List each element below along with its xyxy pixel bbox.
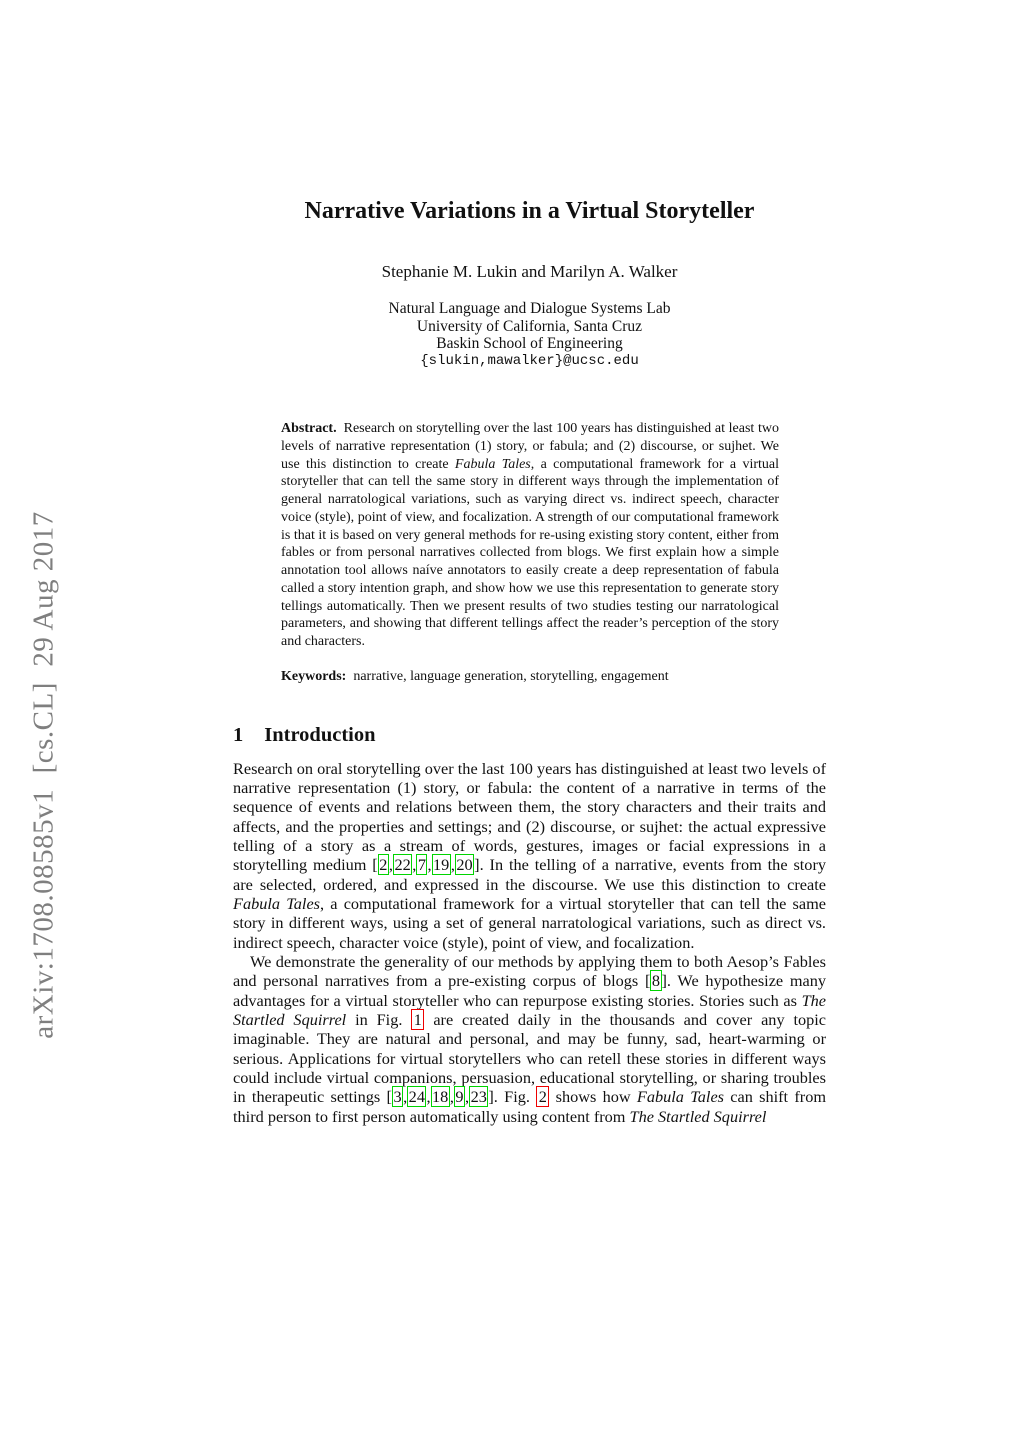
affiliation-school: Baskin School of Engineering xyxy=(436,335,623,352)
citation-link[interactable]: 18 xyxy=(432,1087,449,1107)
keywords-text: narrative, language generation, storytelling, engagement xyxy=(353,668,669,684)
text-run: in Fig. xyxy=(346,1009,412,1029)
section-title: Introduction xyxy=(264,723,376,746)
citation-link[interactable]: 22 xyxy=(394,855,411,875)
abstract-paragraph xyxy=(281,420,779,651)
text-run: , xyxy=(403,1087,408,1107)
affiliation-block xyxy=(233,300,826,370)
italic-text-run: Fabula Tales xyxy=(233,893,321,913)
citation-link[interactable]: 19 xyxy=(433,855,450,875)
italic-text-run: The Startled Squirrel xyxy=(629,1106,767,1126)
text-run: are created daily in the thousands and cover any topic imaginable. They are natural and personal, and may be funny, sad, heart-warming or serious. Applications for virtual storytellers who can retell these stories in different ways could include virtual companions, persuasion, educational storytelling, or sharing troubles in therapeutic settings [ xyxy=(233,1009,827,1107)
intro-paragraph-1 xyxy=(233,759,826,952)
keywords-line xyxy=(281,668,779,686)
text-run: , xyxy=(450,855,455,875)
text-run: , a computational framework for a virtual storyteller that can tell the same story in different ways, using a set of general narratological variations, such as direct vs. indirect speech, character voice (style), point of view, and focalization. xyxy=(233,893,826,952)
abstract-label: Abstract. xyxy=(281,421,337,436)
text-run: We demonstrate the generality of our methods by applying them to both Aesop’s Fables and personal narratives from a pre-existing corpus of blogs [ xyxy=(233,951,826,991)
keywords-label: Keywords: xyxy=(281,668,347,684)
text-run: can shift from third person to first person automatically using content from xyxy=(233,1087,826,1126)
text-run: , xyxy=(427,855,432,875)
text-run: Research on oral storytelling over the last 100 years has distinguished at least two levels of narrative representation (1) story, or fabula: the content of a narrative in terms of the sequence of events and relations between them, the story characters and their traits and affects, and the properties and settings; and (2) discourse, or sujhet: the actual expressive telling of a story as a stream of words, gestures, images or facial expressions in a storytelling medium [ xyxy=(233,758,826,875)
italic-text-run: Fabula Tales xyxy=(636,1087,725,1107)
figure-link[interactable]: 1 xyxy=(411,1009,424,1030)
section-number: 1 xyxy=(233,723,244,746)
text-run: , xyxy=(388,855,393,875)
italic-text-run: The Startled Squirrel xyxy=(233,990,826,1029)
citation-link[interactable]: 2 xyxy=(379,855,388,875)
text-run: , xyxy=(412,855,417,875)
paper-title: Narrative Variations in a Virtual Storyteller xyxy=(304,198,755,224)
text-run: , xyxy=(449,1087,454,1107)
text-run: Research on storytelling over the last 100 years has distinguished at least two levels of narrative representation (1) story, or fabula; and (2) discourse, or sujhet. We use this distinction to create xyxy=(281,421,779,472)
figure-link[interactable]: 2 xyxy=(536,1086,549,1107)
affiliation-university: University of California, Santa Cruz xyxy=(416,317,643,335)
abstract-block xyxy=(281,420,779,686)
section-1-heading xyxy=(233,723,826,747)
affiliation-email: {slukin,mawalker}@ucsc.edu xyxy=(420,352,639,369)
text-run: , xyxy=(465,1087,470,1107)
citation-link[interactable]: 7 xyxy=(417,855,426,875)
citation-link[interactable]: 24 xyxy=(408,1087,425,1107)
text-run: ]. Fig. xyxy=(488,1087,537,1107)
citation-link[interactable]: 8 xyxy=(651,971,661,991)
authors-line: Stephanie M. Lukin and Marilyn A. Walker xyxy=(381,262,678,281)
citation-link[interactable]: 20 xyxy=(456,855,473,875)
arxiv-watermark: arXiv:1708.08585v1 [cs.CL] 29 Aug 2017 xyxy=(27,511,60,1039)
citation-link[interactable]: 9 xyxy=(455,1087,464,1107)
intro-paragraph-2 xyxy=(233,952,826,1126)
text-run: , a computational framework for a virtual storyteller that can tell the same story in different ways through the implementation of general narratological variations, such as varying direct vs. indirect speech, character voice (style), point of view, and focalization. A strength of our computational framework is that it is based on very general methods for re-using existing story content, either from fables or from personal narratives collected from blogs. We first explain how a simple annotation tool allows naíve annotators to easily create a deep representation of fabula called a story intention graph, and show how we use this representation to generate story tellings automatically. Then we present results of two studies testing our narratological parameters, and showing that different tellings affect the reader’s perception of the story and characters. xyxy=(281,456,779,649)
citation-link[interactable]: 23 xyxy=(470,1087,487,1107)
citation-link[interactable]: 3 xyxy=(393,1087,402,1107)
text-run: ]. We hypothesize many advantages for a virtual storyteller who can repurpose existing stories. Stories such as xyxy=(233,971,827,1010)
italic-text-run: Fabula Tales xyxy=(454,456,531,472)
affiliation-lab: Natural Language and Dialogue Systems Lab xyxy=(388,300,671,317)
text-run: shows how xyxy=(549,1087,637,1107)
paper-content xyxy=(233,0,826,1126)
text-run: ]. In the telling of a narrative, events from the story are selected, ordered, and expressed in the discourse. We use this distinction to create xyxy=(233,855,827,894)
abstract-body xyxy=(281,421,779,649)
text-run: , xyxy=(426,1087,431,1107)
